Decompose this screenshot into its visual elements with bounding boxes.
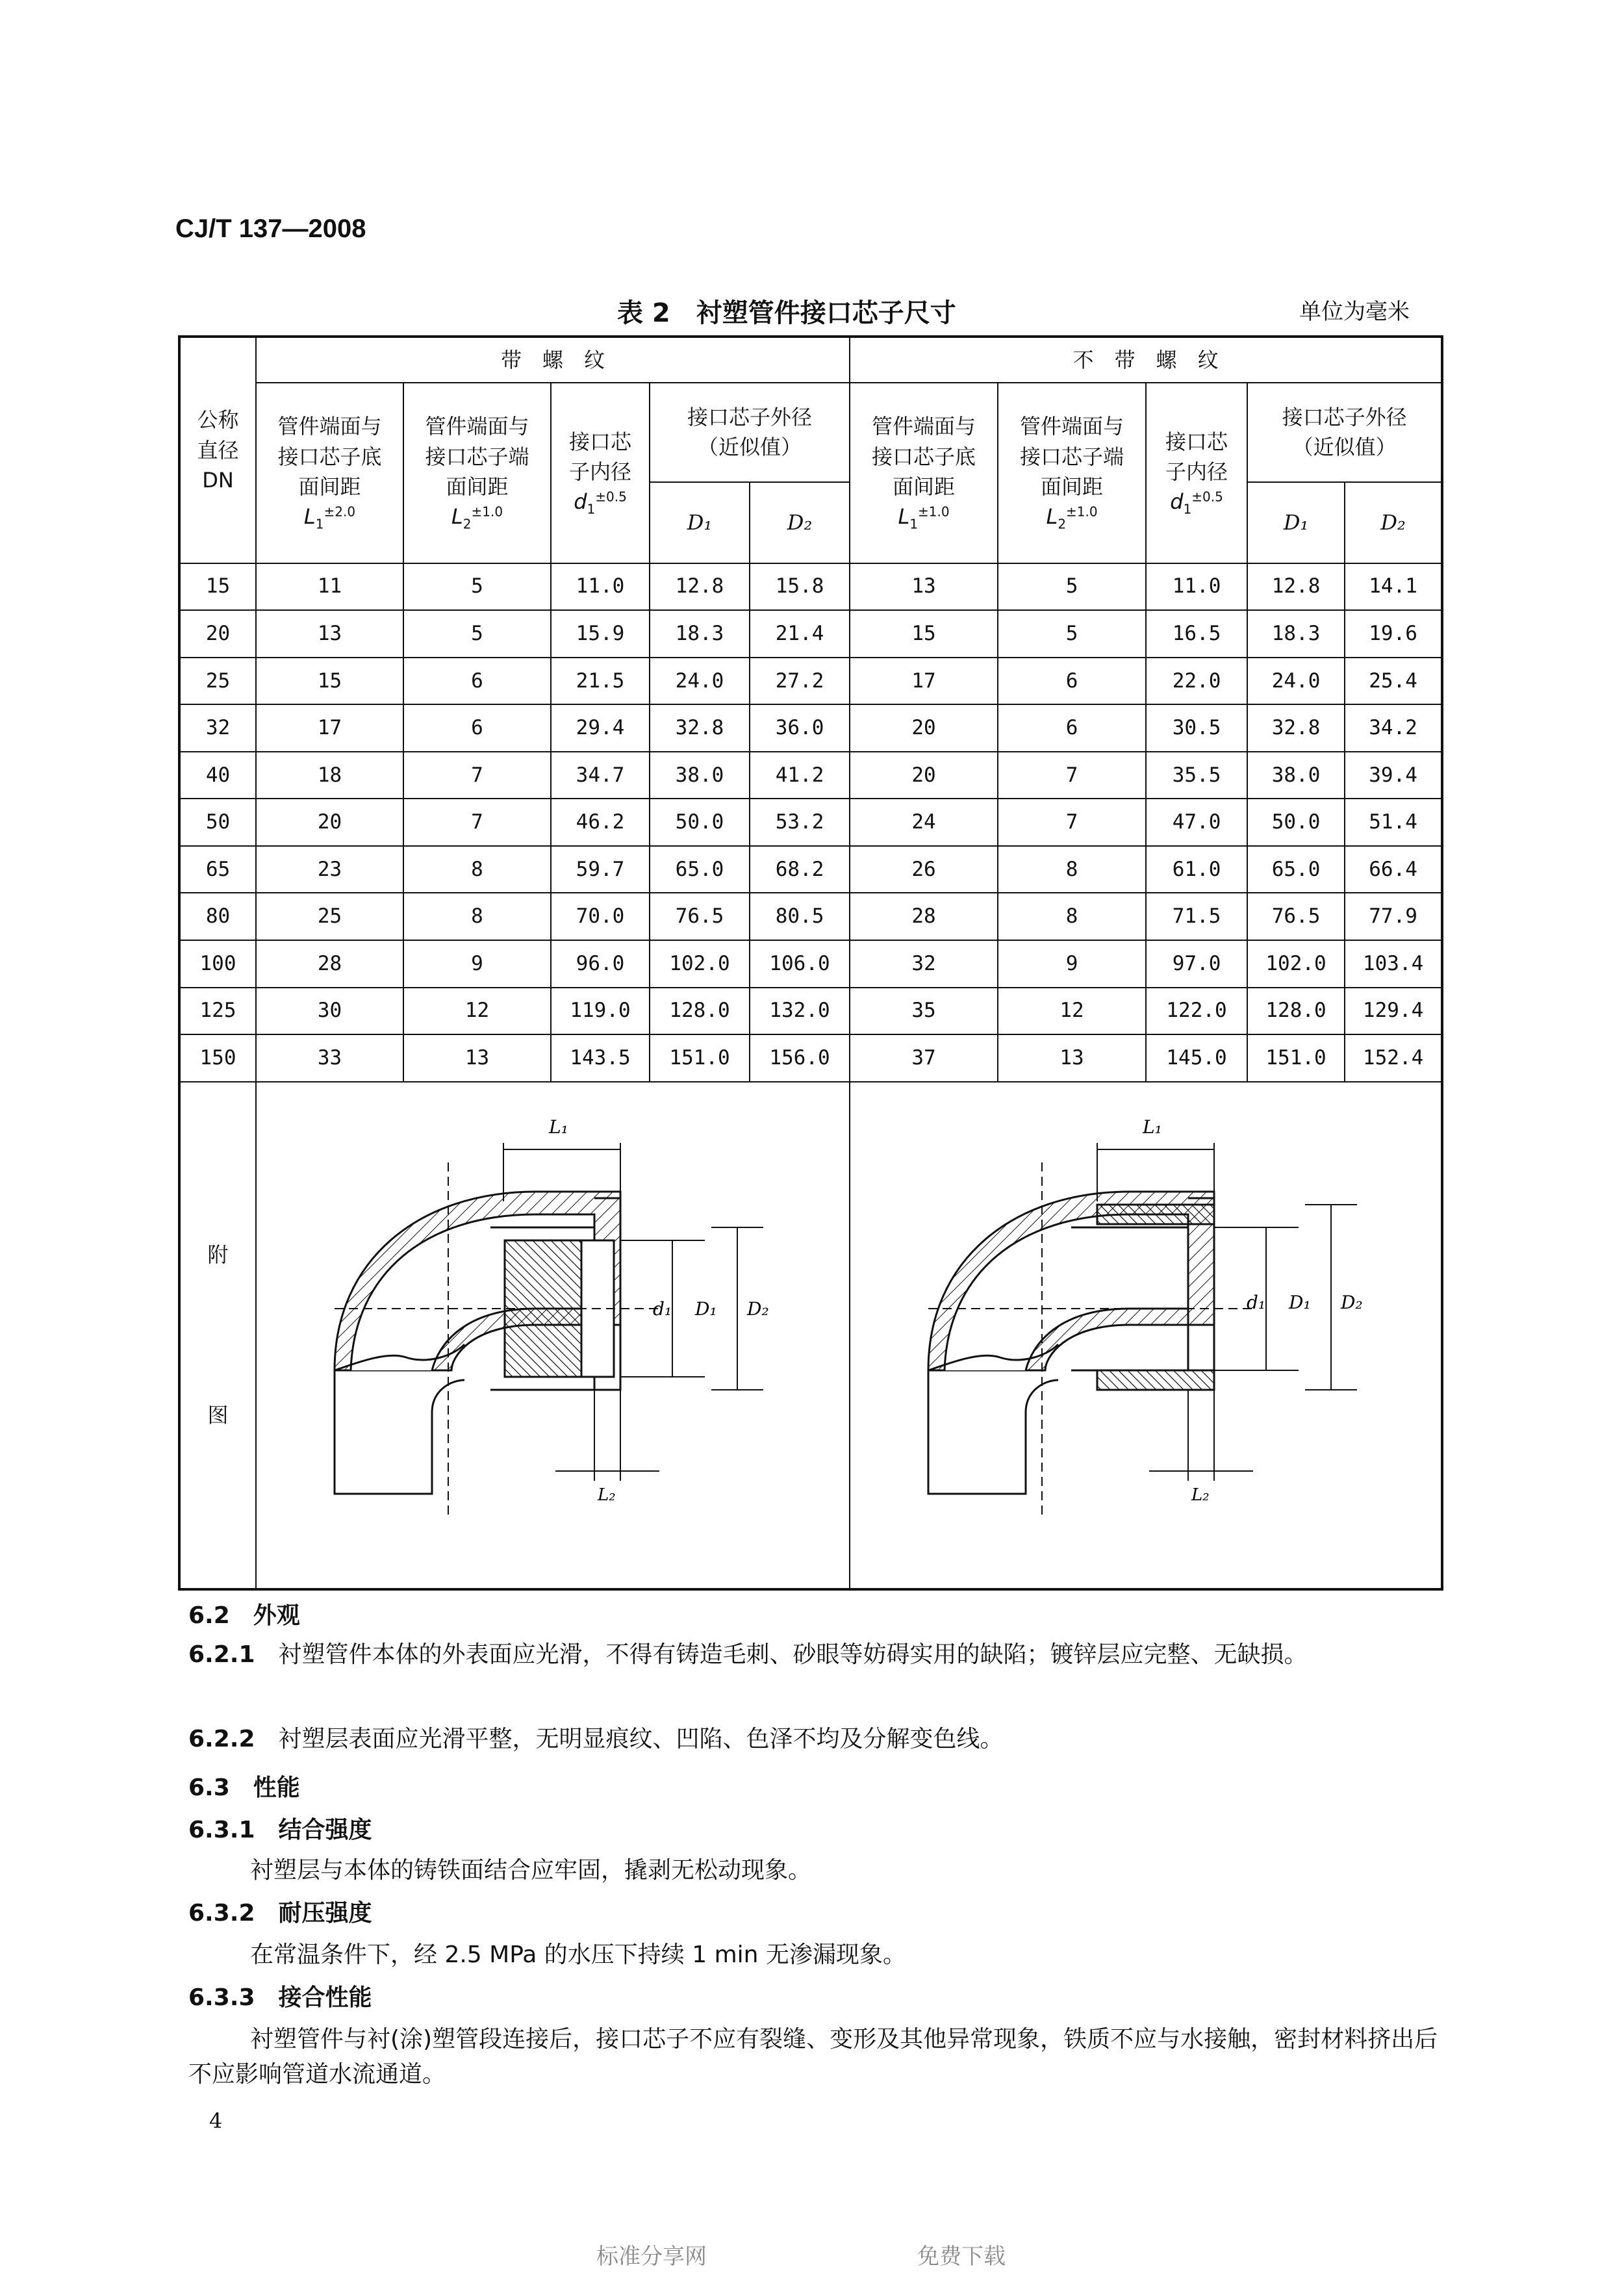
cell-value: 28 bbox=[850, 893, 998, 940]
cell-value: 51.4 bbox=[1345, 799, 1442, 846]
cell-value: 33 bbox=[256, 1034, 403, 1082]
unthreaded-elbow-drawing bbox=[850, 1084, 1493, 1578]
cell-value: 8 bbox=[403, 893, 551, 940]
cell-value: 77.9 bbox=[1345, 893, 1442, 940]
figure-threaded bbox=[256, 1082, 850, 1589]
header-unthreaded: 不 带 螺 纹 bbox=[850, 337, 1442, 383]
dimension-table bbox=[178, 335, 1443, 1591]
cell-value: 22.0 bbox=[1146, 658, 1247, 705]
header-dn: 公称 直径 DN bbox=[179, 337, 256, 563]
header-l1-unthreaded: 管件端面与 接口芯子底 面间距 $L_1^{\pm 1.0}$ bbox=[850, 383, 998, 563]
header-D1-unthreaded: D₁ bbox=[1247, 482, 1345, 563]
cell-value: 7 bbox=[998, 752, 1146, 799]
table-row bbox=[179, 988, 1442, 1035]
cell-value: 13 bbox=[850, 563, 998, 611]
cell-value: 24.0 bbox=[650, 658, 750, 705]
header-od-unthreaded: 接口芯子外径 （近似值） bbox=[1247, 383, 1442, 482]
cell-value: 32 bbox=[850, 940, 998, 988]
cell-value: 9 bbox=[998, 940, 1146, 988]
cell-value: 15 bbox=[256, 658, 403, 705]
cell-value: 24 bbox=[850, 799, 998, 846]
cell-value: 103.4 bbox=[1345, 940, 1442, 988]
cell-value: 38.0 bbox=[650, 752, 750, 799]
cell-value: 15.9 bbox=[551, 610, 650, 658]
cell-value: 23 bbox=[256, 846, 403, 893]
table-row bbox=[179, 610, 1442, 658]
cell-value: 71.5 bbox=[1146, 893, 1247, 940]
cell-value: 21.4 bbox=[750, 610, 850, 658]
cell-value: 29.4 bbox=[551, 704, 650, 752]
cell-value: 65.0 bbox=[1247, 846, 1345, 893]
cell-value: 19.6 bbox=[1345, 610, 1442, 658]
cell-value: 39.4 bbox=[1345, 752, 1442, 799]
cell-value: 9 bbox=[403, 940, 551, 988]
cell-value: 34.7 bbox=[551, 752, 650, 799]
page-number: 4 bbox=[209, 2108, 223, 2133]
cell-value: 151.0 bbox=[1247, 1034, 1345, 1082]
cell-value: 145.0 bbox=[1146, 1034, 1247, 1082]
cell-value: 25 bbox=[256, 893, 403, 940]
cell-value: 41.2 bbox=[750, 752, 850, 799]
cell-value: 119.0 bbox=[551, 988, 650, 1035]
cell-value: 5 bbox=[403, 563, 551, 611]
cell-value: 6 bbox=[998, 658, 1146, 705]
table-row bbox=[179, 704, 1442, 752]
figure-label: 附 图 bbox=[179, 1082, 256, 1589]
header-threaded: 带 螺 纹 bbox=[256, 337, 850, 383]
cell-value: 17 bbox=[256, 704, 403, 752]
label-l1: L₁ bbox=[1143, 1116, 1162, 1138]
cell-value: 129.4 bbox=[1345, 988, 1442, 1035]
cell-value: 59.7 bbox=[551, 846, 650, 893]
cell-value: 76.5 bbox=[650, 893, 750, 940]
cell-dn: 32 bbox=[179, 704, 256, 752]
label-d1: d₁ bbox=[653, 1298, 672, 1320]
cell-dn: 80 bbox=[179, 893, 256, 940]
cell-value: 30 bbox=[256, 988, 403, 1035]
cell-value: 143.5 bbox=[551, 1034, 650, 1082]
table-body bbox=[179, 563, 1442, 1082]
cell-value: 128.0 bbox=[650, 988, 750, 1035]
cell-value: 128.0 bbox=[1247, 988, 1345, 1035]
cell-value: 70.0 bbox=[551, 893, 650, 940]
footer-left: 标准分享网 bbox=[596, 2244, 707, 2270]
label-d1: d₁ bbox=[1247, 1291, 1266, 1313]
section-6-3-1-title: 6.3.1 结合强度 bbox=[188, 1817, 372, 1843]
table-row bbox=[179, 752, 1442, 799]
label-l2: L₂ bbox=[1191, 1485, 1210, 1505]
label-D1: D₁ bbox=[1289, 1291, 1311, 1313]
cell-value: 20 bbox=[850, 752, 998, 799]
cell-value: 50.0 bbox=[650, 799, 750, 846]
cell-dn: 15 bbox=[179, 563, 256, 611]
cell-value: 132.0 bbox=[750, 988, 850, 1035]
cell-value: 18.3 bbox=[650, 610, 750, 658]
cell-dn: 40 bbox=[179, 752, 256, 799]
header-D1-threaded: D₁ bbox=[650, 482, 750, 563]
cell-value: 38.0 bbox=[1247, 752, 1345, 799]
threaded-elbow-drawing bbox=[257, 1084, 900, 1578]
cell-value: 50.0 bbox=[1247, 799, 1345, 846]
cell-value: 47.0 bbox=[1146, 799, 1247, 846]
cell-value: 12.8 bbox=[1247, 563, 1345, 611]
cell-value: 96.0 bbox=[551, 940, 650, 988]
standard-code: CJ/T 137—2008 bbox=[175, 214, 366, 243]
header-d1-threaded: 接口芯 子内径 $d_1^{\pm 0.5}$ bbox=[551, 383, 650, 563]
cell-value: 156.0 bbox=[750, 1034, 850, 1082]
label-l2: L₂ bbox=[598, 1485, 616, 1505]
cell-value: 12 bbox=[998, 988, 1146, 1035]
cell-value: 6 bbox=[403, 704, 551, 752]
header-l2-unthreaded: 管件端面与 接口芯子端 面间距 $L_2^{\pm 1.0}$ bbox=[998, 383, 1146, 563]
cell-dn: 65 bbox=[179, 846, 256, 893]
section-6-2-2: 6.2.2 衬塑层表面应光滑平整，无明显痕纹、凹陷、色泽不均及分解变色线。 bbox=[188, 1726, 1004, 1752]
cell-value: 20 bbox=[256, 799, 403, 846]
cell-value: 15 bbox=[850, 610, 998, 658]
section-6-3: 6.3 性能 bbox=[188, 1774, 300, 1801]
cell-value: 12.8 bbox=[650, 563, 750, 611]
cell-value: 106.0 bbox=[750, 940, 850, 988]
cell-value: 35 bbox=[850, 988, 998, 1035]
cell-value: 32.8 bbox=[1247, 704, 1345, 752]
figure-unthreaded bbox=[850, 1082, 1442, 1589]
header-d1-unthreaded: 接口芯 子内径 $d_1^{\pm 0.5}$ bbox=[1146, 383, 1247, 563]
cell-value: 102.0 bbox=[650, 940, 750, 988]
cell-value: 8 bbox=[403, 846, 551, 893]
label-D2: D₂ bbox=[1341, 1291, 1363, 1313]
cell-value: 26 bbox=[850, 846, 998, 893]
table-row bbox=[179, 1034, 1442, 1082]
cell-value: 5 bbox=[403, 610, 551, 658]
cell-value: 14.1 bbox=[1345, 563, 1442, 611]
section-6-2-1: 6.2.1 衬塑管件本体的外表面应光滑，不得有铸造毛刺、砂眼等妨碍实用的缺陷；镀锌层应完整、无缺损。 bbox=[188, 1641, 1308, 1668]
cell-value: 13 bbox=[403, 1034, 551, 1082]
cell-value: 18.3 bbox=[1247, 610, 1345, 658]
cell-value: 102.0 bbox=[1247, 940, 1345, 988]
cell-value: 65.0 bbox=[650, 846, 750, 893]
section-6-3-3-title: 6.3.3 接合性能 bbox=[188, 1984, 372, 2011]
header-D2-unthreaded: D₂ bbox=[1345, 482, 1442, 563]
label-D1: D₁ bbox=[695, 1298, 717, 1320]
table-caption: 表 2 衬塑管件接口芯子尺寸 bbox=[617, 298, 956, 328]
cell-value: 46.2 bbox=[551, 799, 650, 846]
cell-value: 20 bbox=[850, 704, 998, 752]
cell-dn: 25 bbox=[179, 658, 256, 705]
section-6-3-2-title: 6.3.2 耐压强度 bbox=[188, 1900, 372, 1927]
cell-value: 15.8 bbox=[750, 563, 850, 611]
header-D2-threaded: D₂ bbox=[750, 482, 850, 563]
table-row bbox=[179, 893, 1442, 940]
cell-value: 151.0 bbox=[650, 1034, 750, 1082]
table-row bbox=[179, 846, 1442, 893]
cell-value: 11 bbox=[256, 563, 403, 611]
cell-dn: 100 bbox=[179, 940, 256, 988]
header-l1-threaded: 管件端面与 接口芯子底 面间距 $L_1^{\pm 2.0}$ bbox=[256, 383, 403, 563]
cell-value: 122.0 bbox=[1146, 988, 1247, 1035]
label-D2: D₂ bbox=[747, 1298, 769, 1320]
cell-value: 17 bbox=[850, 658, 998, 705]
cell-value: 68.2 bbox=[750, 846, 850, 893]
cell-value: 36.0 bbox=[750, 704, 850, 752]
label-l1: L₁ bbox=[549, 1116, 568, 1138]
cell-value: 18 bbox=[256, 752, 403, 799]
cell-value: 35.5 bbox=[1146, 752, 1247, 799]
table-row bbox=[179, 799, 1442, 846]
cell-value: 7 bbox=[403, 752, 551, 799]
section-6-3-1-text: 衬塑层与本体的铸铁面结合应牢固，撬剥无松动现象。 bbox=[250, 1857, 812, 1884]
cell-value: 7 bbox=[403, 799, 551, 846]
cell-value: 12 bbox=[403, 988, 551, 1035]
section-6-3-2-text: 在常温条件下，经 2.5 MPa 的水压下持续 1 min 无渗漏现象。 bbox=[250, 1941, 906, 1968]
table-row bbox=[179, 658, 1442, 705]
cell-value: 27.2 bbox=[750, 658, 850, 705]
cell-value: 7 bbox=[998, 799, 1146, 846]
cell-value: 66.4 bbox=[1345, 846, 1442, 893]
cell-value: 76.5 bbox=[1247, 893, 1345, 940]
section-6-2: 6.2 外观 bbox=[188, 1602, 300, 1629]
cell-value: 13 bbox=[256, 610, 403, 658]
footer-right: 免费下载 bbox=[917, 2244, 1006, 2270]
cell-dn: 125 bbox=[179, 988, 256, 1035]
cell-value: 53.2 bbox=[750, 799, 850, 846]
header-od-threaded: 接口芯子外径 （近似值） bbox=[650, 383, 850, 482]
table-row bbox=[179, 563, 1442, 611]
cell-value: 6 bbox=[998, 704, 1146, 752]
cell-value: 25.4 bbox=[1345, 658, 1442, 705]
cell-value: 80.5 bbox=[750, 893, 850, 940]
cell-value: 6 bbox=[403, 658, 551, 705]
cell-value: 28 bbox=[256, 940, 403, 988]
cell-value: 5 bbox=[998, 610, 1146, 658]
cell-value: 32.8 bbox=[650, 704, 750, 752]
cell-value: 8 bbox=[998, 893, 1146, 940]
cell-value: 16.5 bbox=[1146, 610, 1247, 658]
cell-value: 24.0 bbox=[1247, 658, 1345, 705]
table-row bbox=[179, 940, 1442, 988]
cell-value: 34.2 bbox=[1345, 704, 1442, 752]
table-unit: 单位为毫米 bbox=[1299, 299, 1410, 325]
cell-value: 37 bbox=[850, 1034, 998, 1082]
cell-dn: 150 bbox=[179, 1034, 256, 1082]
cell-dn: 20 bbox=[179, 610, 256, 658]
cell-value: 5 bbox=[998, 563, 1146, 611]
cell-value: 21.5 bbox=[551, 658, 650, 705]
cell-value: 61.0 bbox=[1146, 846, 1247, 893]
cell-value: 30.5 bbox=[1146, 704, 1247, 752]
cell-dn: 50 bbox=[179, 799, 256, 846]
cell-value: 97.0 bbox=[1146, 940, 1247, 988]
header-l2-threaded: 管件端面与 接口芯子端 面间距 $L_2^{\pm 1.0}$ bbox=[403, 383, 551, 563]
cell-value: 8 bbox=[998, 846, 1146, 893]
cell-value: 11.0 bbox=[1146, 563, 1247, 611]
cell-value: 13 bbox=[998, 1034, 1146, 1082]
cell-value: 152.4 bbox=[1345, 1034, 1442, 1082]
section-6-3-3-text: 衬塑管件与衬(涂)塑管段连接后，接口芯子不应有裂缝、变形及其他异常现象，铁质不应与水接触，密封材料挤出后不应影响管道水流通道。 bbox=[188, 2026, 1438, 2088]
cell-value: 11.0 bbox=[551, 563, 650, 611]
